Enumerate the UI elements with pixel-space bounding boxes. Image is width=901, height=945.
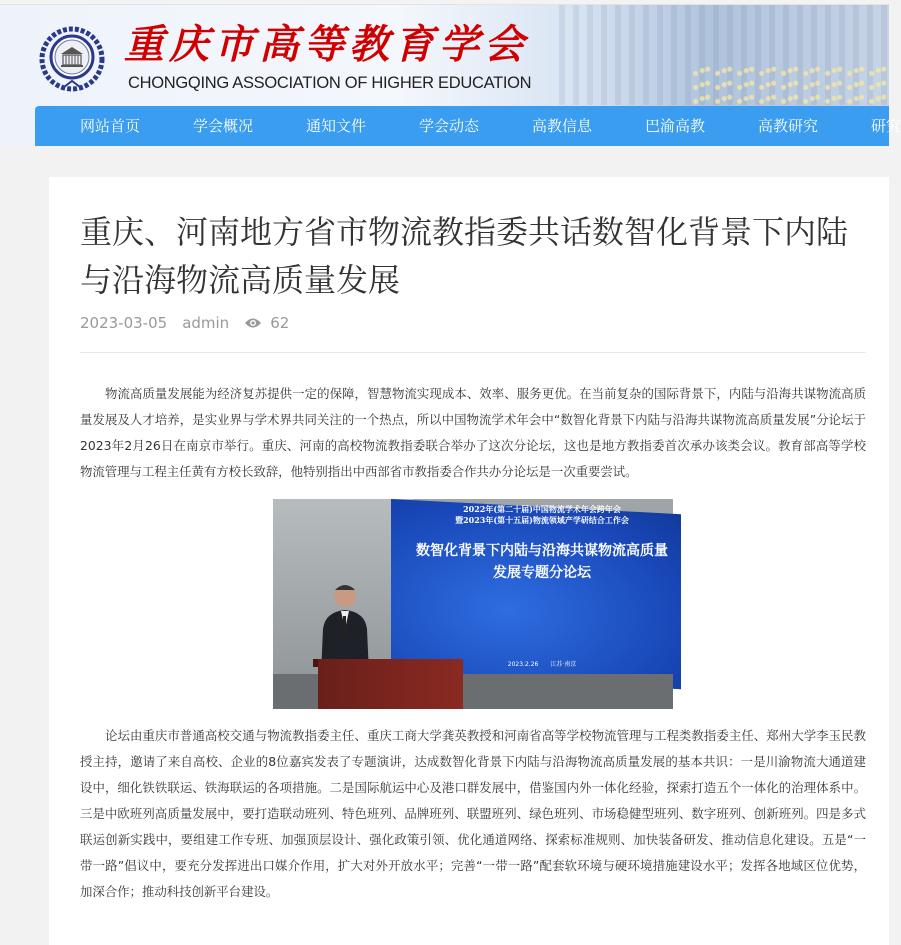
slide-line2: 暨2023年(第十五届)物流领域产学研结合工作会 xyxy=(455,515,629,525)
article-date: 2023-03-05 xyxy=(80,314,168,332)
article-author: admin xyxy=(182,314,230,332)
slide-line1: 2022年(第二十届)中国物流学术年会跨年会 xyxy=(463,504,621,514)
nav-research[interactable]: 高教研究 xyxy=(758,117,819,135)
main-nav xyxy=(35,106,901,146)
org-name-en: CHONGQING ASSOCIATION OF HIGHER EDUCATION xyxy=(128,74,532,92)
nav-notices[interactable]: 通知文件 xyxy=(306,117,367,135)
article-views: 62 xyxy=(270,314,290,332)
podium xyxy=(318,659,463,709)
nav-news[interactable]: 学会动态 xyxy=(419,117,480,135)
nav-about[interactable]: 学会概况 xyxy=(193,117,254,135)
divider xyxy=(80,352,866,353)
article-photo xyxy=(273,499,673,709)
slide-footer: 2023.2.26 江苏·南京 xyxy=(507,661,577,668)
nav-bayu[interactable]: 巴渝高教 xyxy=(645,117,706,135)
article-card xyxy=(49,177,889,945)
nav-higher-ed-info[interactable]: 高教信息 xyxy=(532,117,593,135)
article-meta xyxy=(80,313,866,333)
nav-study[interactable]: 研究 xyxy=(871,117,901,135)
article-title: 重庆、河南地方省市物流教指委共话数智化背景下内陆与沿海物流高质量发展 xyxy=(80,213,849,299)
city-lights-background xyxy=(689,65,889,105)
nav-home[interactable]: 网站首页 xyxy=(80,117,141,135)
slide-title: 数智化背景下内陆与沿海共谋物流高质量发展专题分论坛 xyxy=(416,543,668,581)
eye-icon xyxy=(244,317,262,329)
brand-block xyxy=(124,21,531,93)
article-paragraph: 论坛由重庆市普通高校交通与物流教指委主任、重庆工商大学龚英教授和河南省高等学校物流管理与工程类教指委主任、郑州大学李玉民教授主持，邀请了来自高校、企业的8位嘉宾发表了专题演讲，达成数智化背景下内陆与沿海物流高质量发展的基本共识：一是川渝物流大通道建设中，细化铁铁联运、铁海联运的各项措施。二是国际航运中心及港口群发展中，借鉴国内外一体化经验，探索打造五个一体化的治理体系中。三是中欧班列高质量发展中，要打造联动班列、特色班列、品牌班列、联盟班列、绿色班列、市场稳健型班列、数字班列、创新班列。四是多式联运创新实践中，要组建工作专班、加强顶层设计、强化政策引领、优化通道网络、探索标准规则、加快装备研发、推动信息化建设。五是“一带一路”倡议中，要充分发挥进出口媒介作用，扩大对外开放水平；完善“一带一路”配套软环境与硬环境措施建设水平；发挥各地域区位优势，加深合作；推动科技创新平台建设。 xyxy=(80,728,866,899)
article-paragraph: 物流高质量发展能为经济复苏提供一定的保障，智慧物流实现成本、效率、服务更优。在当前复杂的国际背景下，内陆与沿海共谋物流高质量发展及人才培养，是实业界与学术界共同关注的一个热点，所以中国物流学术年会中“数智化背景下内陆与沿海共谋物流高质量发展”分论坛于2023年2月26日在南京市举行。重庆、河南的高校物流教指委联合举办了这次分论坛，这也是地方教指委首次承办该类会议。教育部高等学校物流管理与工程主任黄有方校长致辞，他特别指出中西部省市教指委合作共办分论坛是一次重要尝试。 xyxy=(80,386,866,479)
slide-content xyxy=(413,504,671,669)
org-name-cn: 重庆市高等教育学会 xyxy=(124,21,529,68)
association-logo-icon[interactable] xyxy=(38,27,106,93)
